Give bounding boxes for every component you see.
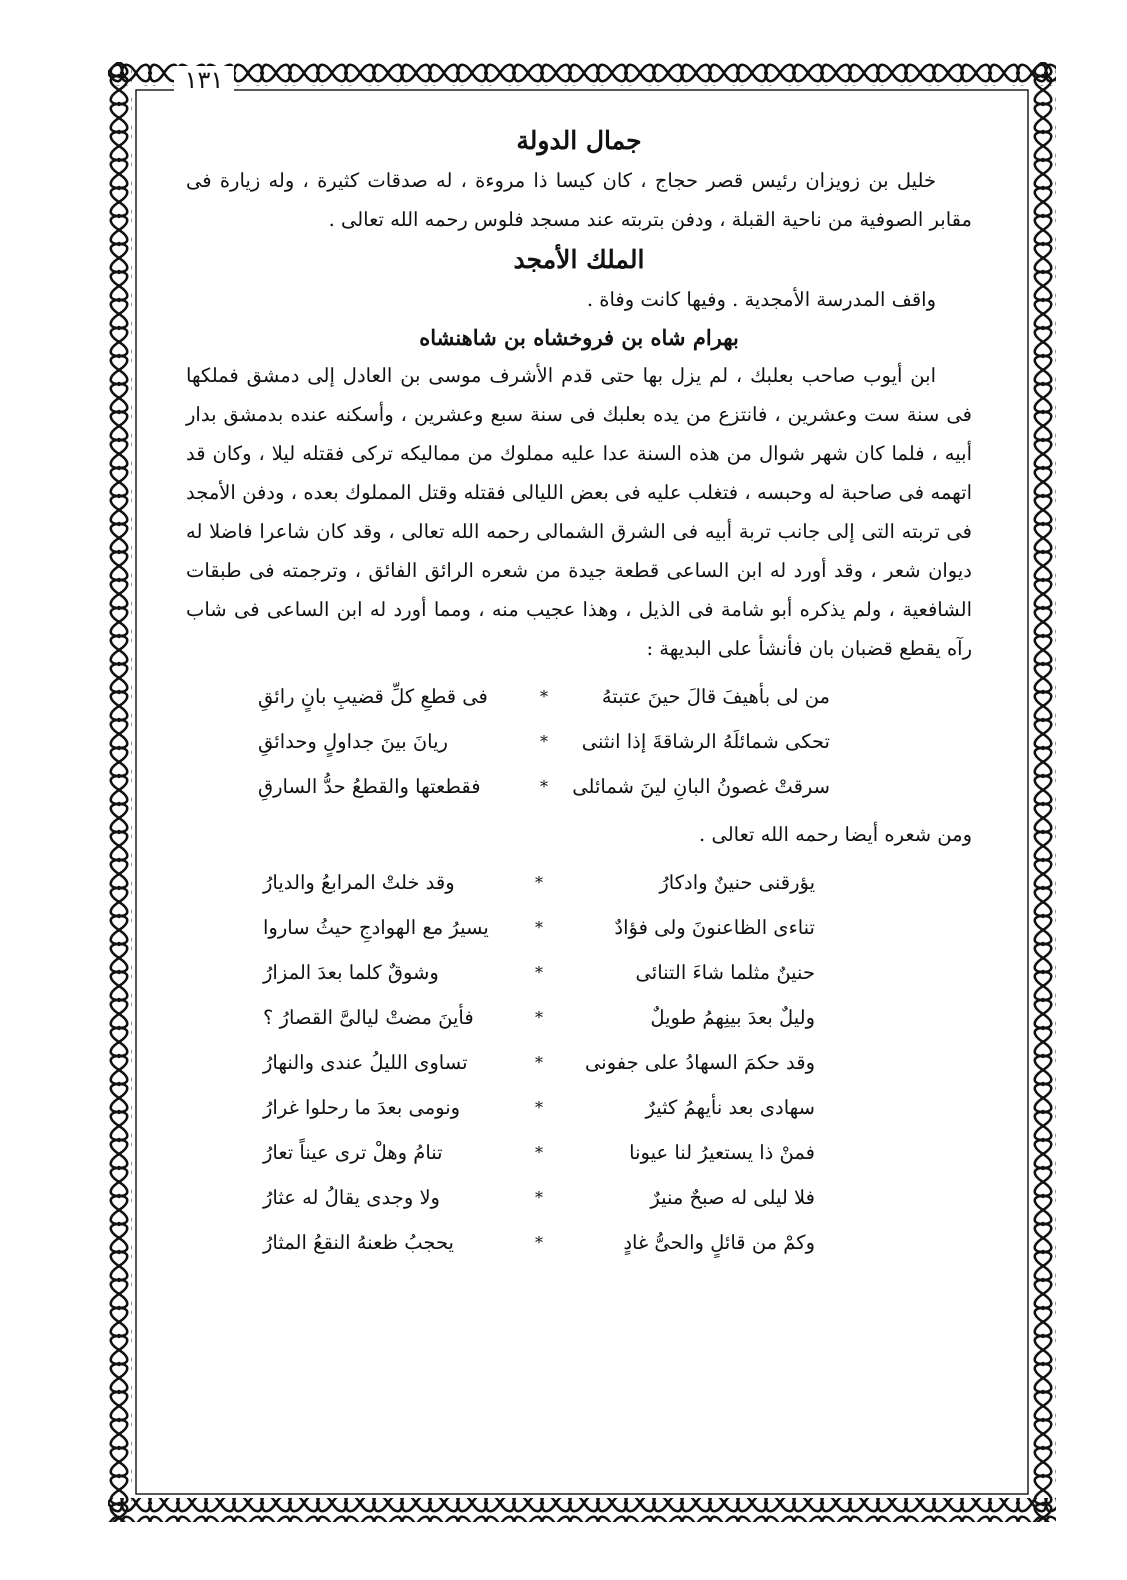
separator: *: [535, 1008, 543, 1027]
hemistich: يسيرُ مع الهوادجِ حيثُ ساروا: [263, 916, 489, 939]
hemistich: وقد خلتْ المرابعُ والديارُ: [263, 871, 455, 894]
hemistich: من لى بأهيفَ قالَ حينَ عتبتهُ: [601, 685, 830, 708]
hemistich: فأينَ مضتْ ليالىَّ القصارُ ؟: [263, 1006, 474, 1029]
verse-line: [186, 1085, 892, 1130]
hemistich: فى قطعِ كلِّ قضيبِ بانٍ رائقِ: [258, 685, 488, 708]
verse-line: [186, 995, 892, 1040]
verse-line: [186, 1040, 892, 1085]
verse-line: [186, 764, 902, 809]
page-content: [186, 120, 972, 1271]
hemistich: حنينٌ مثلما شاءَ التنائى: [635, 961, 815, 984]
hemistich: فلا ليلى له صبحٌ منيرٌ: [650, 1186, 815, 1209]
poem: [186, 674, 902, 809]
hemistich: وكمْ من قائلٍ والحىُّ غادٍ: [623, 1231, 815, 1254]
verse-line: [186, 1220, 892, 1265]
verse-line: [186, 674, 902, 719]
verse-line: [186, 1175, 892, 1220]
verse-line: [186, 950, 892, 995]
separator: *: [535, 1098, 543, 1117]
hemistich: وليلٌ بعدَ بينِهمُ طويلٌ: [650, 1006, 815, 1029]
paragraph: ابن أيوب صاحب بعلبك ، لم يزل بها حتى قدم الأشرف موسى بن العادل إلى دمشق فملكها فى سنة ست وعشرين ، فانتزع من يده بعلبك فى سنة سبع وعشرين ، وأسكنه عنده بدمشق بدار أبيه ، فلما كان شهر شوال من هذه السنة عدا عليه مملوك من مماليكه تركى فقتله ليلا ، وكان قد اتهمه فى صاحبة له وحبسه ، فتغلب عليه فى بعض الليالى فقتله وقتل المملوك بعده ، ودفن الأمجد فى تربته التى إلى جانب تربة أبيه فى الشرق الشمالى رحمه الله تعالى ، وقد كان شاعرا فاضلا له ديوان شعر ، وقد أورد له ابن الساعى قطعة جيدة من شعره الرائق الفائق ، وترجمته فى طبقات الشافعية ، ولم يذكره أبو شامة فى الذيل ، وهذا عجيب منه ، ومما أورد له ابن الساعى فى شاب رآه يقطع قضبان بان فأنشأ على البديهة :: [186, 364, 972, 660]
hemistich: وشوقٌ كلما بعدَ المزارُ: [263, 961, 439, 984]
hemistich: ريانَ بينَ جداولٍ وحدائقِ: [258, 730, 448, 753]
separator: *: [535, 918, 543, 937]
paragraph: خليل بن زويزان رئيس قصر حجاج ، كان كيسا ذا مروءة ، له صدقات كثيرة ، وله زيارة فى مقابر الصوفية من ناحية القبلة ، ودفن بتربته عند مسجد فلوس رحمه الله تعالى .: [186, 169, 972, 231]
separator: *: [535, 1233, 543, 1252]
hemistich: وقد حكمَ السهادُ على جفونى: [585, 1051, 815, 1074]
separator: *: [535, 1143, 543, 1162]
section-subtitle: بهرام شاه بن فروخشاه بن شاهنشاه: [419, 325, 739, 350]
separator: *: [535, 1188, 543, 1207]
hemistich: تنامُ وهلْ ترى عيناً تعارُ: [263, 1141, 443, 1164]
hemistich: فمنْ ذا يستعيرُ لنا عيونا: [629, 1141, 815, 1164]
hemistich: تساوى الليلُ عندى والنهارُ: [263, 1051, 468, 1074]
hemistich: تحكى شمائلَهُ الرشاقةَ إذا انثنى: [581, 730, 830, 753]
separator: *: [540, 732, 548, 751]
hemistich: فقطعتها والقطعُ حدُّ السارقِ: [258, 775, 481, 798]
hemistich: ونومى بعدَ ما رحلوا غرارُ: [263, 1096, 461, 1119]
separator: *: [540, 777, 548, 796]
hemistich: يحجبُ ظعنهُ النقعُ المثارُ: [263, 1231, 454, 1254]
verse-line: [186, 905, 892, 950]
section-title: جمال الدولة: [516, 126, 642, 155]
separator: *: [535, 963, 543, 982]
poem: [186, 860, 892, 1265]
hemistich: يؤرقنى حنينٌ وادكارُ: [659, 871, 815, 894]
hemistich: سرقتْ غصونُ البانِ لينَ شمائلى: [572, 775, 830, 798]
page-number: ١٣١: [174, 66, 234, 94]
hemistich: سهادى بعد نأيهمُ كثيرٌ: [645, 1096, 815, 1119]
section-title: الملك الأمجد: [513, 245, 645, 274]
separator: *: [540, 687, 548, 706]
verse-line: [186, 719, 902, 764]
separator: *: [535, 873, 543, 892]
hemistich: تناءى الظاعنونَ ولى فؤادٌ: [614, 916, 815, 939]
paragraph: ومن شعره أيضا رحمه الله تعالى .: [699, 823, 972, 846]
verse-line: [186, 860, 892, 905]
paragraph: واقف المدرسة الأمجدية . وفيها كانت وفاة .: [586, 288, 936, 311]
verse-line: [186, 1130, 892, 1175]
hemistich: ولا وجدى يقالُ له عثارُ: [263, 1186, 440, 1209]
separator: *: [535, 1053, 543, 1072]
